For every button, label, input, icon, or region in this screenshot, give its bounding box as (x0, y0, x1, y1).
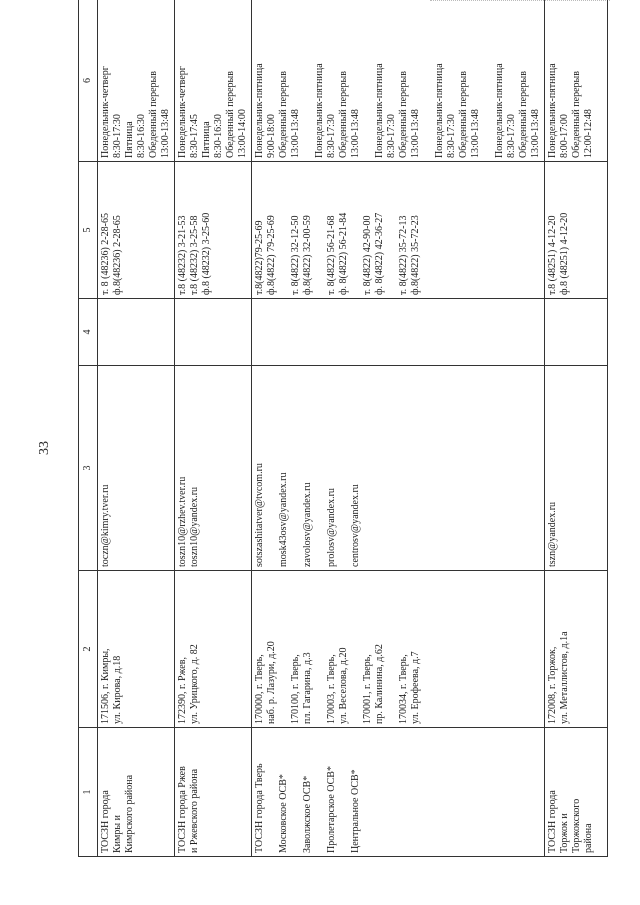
hours-line: Понедельник-четверг (100, 66, 111, 158)
phone-line: т.8 (48232) 3-25-58 (189, 215, 200, 295)
name-line: ТОСЗН города Тверь (254, 763, 265, 853)
cell-col-6 (175, 0, 252, 162)
name-block (326, 731, 338, 853)
col-header-4: 4 (79, 299, 98, 366)
phone-line: ф. 8(4822) 42-36-27 (374, 212, 385, 295)
hours-line: 8:30-16:30 (136, 114, 147, 158)
email-line: mosk43osv@yandex.ru (278, 472, 289, 567)
address-line: 170001, г. Тверь, (362, 654, 373, 724)
phone-line: т.8(4822)79-25-69 (254, 220, 265, 295)
phone-line: т. 8(4822) 35-72-13 (398, 215, 409, 295)
cell-col-5 (98, 162, 175, 299)
contacts-table (78, 0, 608, 857)
cell-col-1 (175, 728, 252, 857)
name-line: Московское ОСВ* (278, 774, 289, 853)
cell-col-3 (98, 366, 175, 571)
hours-line: Понедельник-пятница (254, 63, 265, 158)
hours-line: 8:30-17:45 (189, 114, 200, 158)
address-line: наб. р. Лазури, д.20 (266, 641, 277, 724)
address-block (254, 574, 278, 724)
phone-line: т. 8(4822) 42-90-00 (362, 215, 373, 295)
hours-line: Пятница (124, 121, 135, 158)
cell-col-2 (98, 571, 175, 728)
name-block (254, 731, 266, 853)
cell-col-6 (252, 0, 545, 162)
cell-col-5 (545, 162, 608, 299)
hours-line: 13:00-13:48 (530, 109, 541, 158)
phone-line: ф. 8(4822) 56-21-84 (338, 212, 349, 295)
col-header-1: 1 (79, 728, 98, 857)
table-row (98, 0, 175, 857)
name-line: Кимры и (112, 815, 123, 853)
name-line: района (583, 823, 594, 853)
hours-block (374, 3, 422, 158)
hours-line: Обеденный перерыв (458, 71, 469, 158)
hours-line: Понедельник-пятница (314, 63, 325, 158)
hours-block (254, 3, 302, 158)
name-line: и Ржевского района (189, 768, 200, 853)
email-block (302, 369, 314, 567)
page-number: 33 (37, 441, 52, 455)
cell-col-4 (252, 299, 545, 366)
cell-col-5 (252, 162, 545, 299)
email-block (254, 369, 266, 567)
hours-line: 8:30-17:30 (446, 114, 457, 158)
col-header-5: 5 (79, 162, 98, 299)
phone-line: т. 8 (48236) 2-28-65 (100, 213, 111, 295)
email-line: centrosv@yandex.ru (350, 484, 361, 567)
phone-block (362, 165, 386, 295)
phone-line: т. 8(4822) 32-12-50 (290, 215, 301, 295)
address-block (362, 574, 386, 724)
name-line: Торжокского (571, 798, 582, 853)
table-row (545, 0, 608, 857)
hours-line: 13:00-13:48 (160, 109, 171, 158)
table-row (175, 0, 252, 857)
hours-block (314, 3, 362, 158)
cell-col-1 (252, 728, 545, 857)
hours-line: 13:00-13:48 (470, 109, 481, 158)
phone-line: ф.8 (48251) 4-12-20 (559, 212, 570, 295)
hours-line: Понедельник-четверг (177, 66, 188, 158)
email-line: toszn10@yandex.ru (189, 486, 200, 567)
hours-line: Понедельник-пятница (547, 63, 558, 158)
name-block (302, 731, 314, 853)
phone-line: ф.8(48236) 2-28-65 (112, 215, 123, 295)
hours-block (494, 3, 542, 158)
phone-line: т. 8(4822) 56-21-68 (326, 215, 337, 295)
hours-line: Обеденный перерыв (225, 71, 236, 158)
phone-block (290, 165, 314, 295)
col-header-3: 3 (79, 366, 98, 571)
hours-line: 8:30-17:30 (326, 114, 337, 158)
hours-line: Пятница (201, 121, 212, 158)
email-line: sotszashitatver@tvcom.ru (254, 463, 265, 567)
name-line: ТОСЗН города (100, 790, 111, 853)
name-block (350, 731, 362, 853)
address-line: ул. Ерофеева, д.7 (410, 651, 421, 724)
address-line: 172008, г. Торжок, (547, 646, 558, 724)
address-line: ул. Кирова, д.18 (112, 655, 123, 724)
hours-line: 12:00-12:48 (583, 109, 594, 158)
cell-col-3 (545, 366, 608, 571)
address-block (290, 574, 314, 724)
hours-line: 13:00-14:00 (237, 109, 248, 158)
phone-line: ф.8(4822) 32-00-59 (302, 215, 313, 295)
address-line: пл. Гагарина, д.3 (302, 652, 313, 724)
email-line: tszn@yandex.ru (547, 501, 558, 567)
hours-line: Обеденный перерыв (518, 71, 529, 158)
email-block (278, 369, 290, 567)
cell-col-3 (175, 366, 252, 571)
col-header-2: 2 (79, 571, 98, 728)
col-header-6: 6 (79, 0, 98, 162)
cell-col-4 (98, 299, 175, 366)
table-row (252, 0, 545, 857)
hours-line: 8:30-17:30 (506, 114, 517, 158)
address-line: 172390, г. Ржев, (177, 657, 188, 724)
name-line: Кимрского района (124, 774, 135, 853)
phone-block (254, 165, 278, 295)
address-line: 171506, г. Кимры, (100, 648, 111, 724)
name-line: Заволжское ОСВ* (302, 775, 313, 853)
cell-col-6 (98, 0, 175, 162)
name-line: ТОСЗН города Ржев (177, 766, 188, 853)
hours-line: Понедельник-пятница (494, 63, 505, 158)
document-sheet (78, 42, 594, 857)
email-block (350, 369, 362, 567)
hours-line: Обеденный перерыв (398, 71, 409, 158)
hours-line: Обеденный перерыв (571, 71, 582, 158)
name-line: Центральное ОСВ* (350, 769, 361, 853)
hours-line: 8:30-17:30 (112, 114, 123, 158)
table-header-row (79, 0, 98, 857)
cell-col-1 (98, 728, 175, 857)
phone-line: ф.8 (48232) 3-25-60 (201, 212, 212, 295)
phone-line: ф.8(4822) 35-72-23 (410, 215, 421, 295)
address-line: ул. Веселова, д.20 (338, 647, 349, 724)
email-line: toszn10@rzhev.tver.ru (177, 476, 188, 567)
address-block (398, 574, 422, 724)
name-block (278, 731, 290, 853)
cell-col-3 (252, 366, 545, 571)
address-line: ул. Урицкого, д. 82 (189, 644, 200, 724)
email-line: toczn@kimry.tver.ru (100, 484, 111, 567)
hours-line: Обеденный перерыв (278, 71, 289, 158)
phone-block (398, 165, 422, 295)
hours-line: 8:00-17:00 (559, 114, 570, 158)
rotated-table-wrapper (78, 42, 594, 857)
email-block (326, 369, 338, 567)
hours-line: 8:30-16:30 (213, 114, 224, 158)
cell-col-1 (545, 728, 608, 857)
cell-col-4 (545, 299, 608, 366)
email-line: prolosv@yandex.ru (326, 488, 337, 567)
hours-block (434, 3, 482, 158)
hours-line: 8:30-17:30 (386, 114, 397, 158)
phone-line: ф.8(4822) 79-25-69 (266, 215, 277, 295)
address-line: 170000, г. Тверь, (254, 654, 265, 724)
hours-line: 13:00-13:48 (290, 109, 301, 158)
hours-line: 13:00-13:48 (410, 109, 421, 158)
cell-col-6 (545, 0, 608, 162)
hours-line: Понедельник-пятница (374, 63, 385, 158)
address-line: ул. Металлистов, д.1а (559, 631, 570, 724)
email-line: zavolosv@yandex.ru (302, 482, 313, 567)
hours-line: Обеденный перерыв (338, 71, 349, 158)
hours-line: Понедельник-пятница (434, 63, 445, 158)
address-line: 170003, г. Тверь, (326, 654, 337, 724)
phone-block (326, 165, 350, 295)
cell-col-4 (175, 299, 252, 366)
address-line: пр. Калинина, д.62 (374, 644, 385, 724)
table-body (98, 0, 608, 857)
cell-col-2 (252, 571, 545, 728)
hours-line: 13:00-13:48 (350, 109, 361, 158)
phone-line: т.8 (48232) 3-21-53 (177, 215, 188, 295)
cell-col-2 (545, 571, 608, 728)
address-line: 170034, г. Тверь, (398, 654, 409, 724)
cell-col-5 (175, 162, 252, 299)
hours-line: Обеденный перерыв (148, 71, 159, 158)
name-line: Торжок и (559, 813, 570, 853)
address-block (326, 574, 350, 724)
phone-line: т.8 (48251) 4-12-20 (547, 215, 558, 295)
address-line: 170100, г. Тверь, (290, 654, 301, 724)
name-line: ТОСЗН города (547, 790, 558, 853)
name-line: Пролетарское ОСВ* (326, 766, 337, 853)
hours-line: 9:00-18:00 (266, 114, 277, 158)
cell-col-2 (175, 571, 252, 728)
